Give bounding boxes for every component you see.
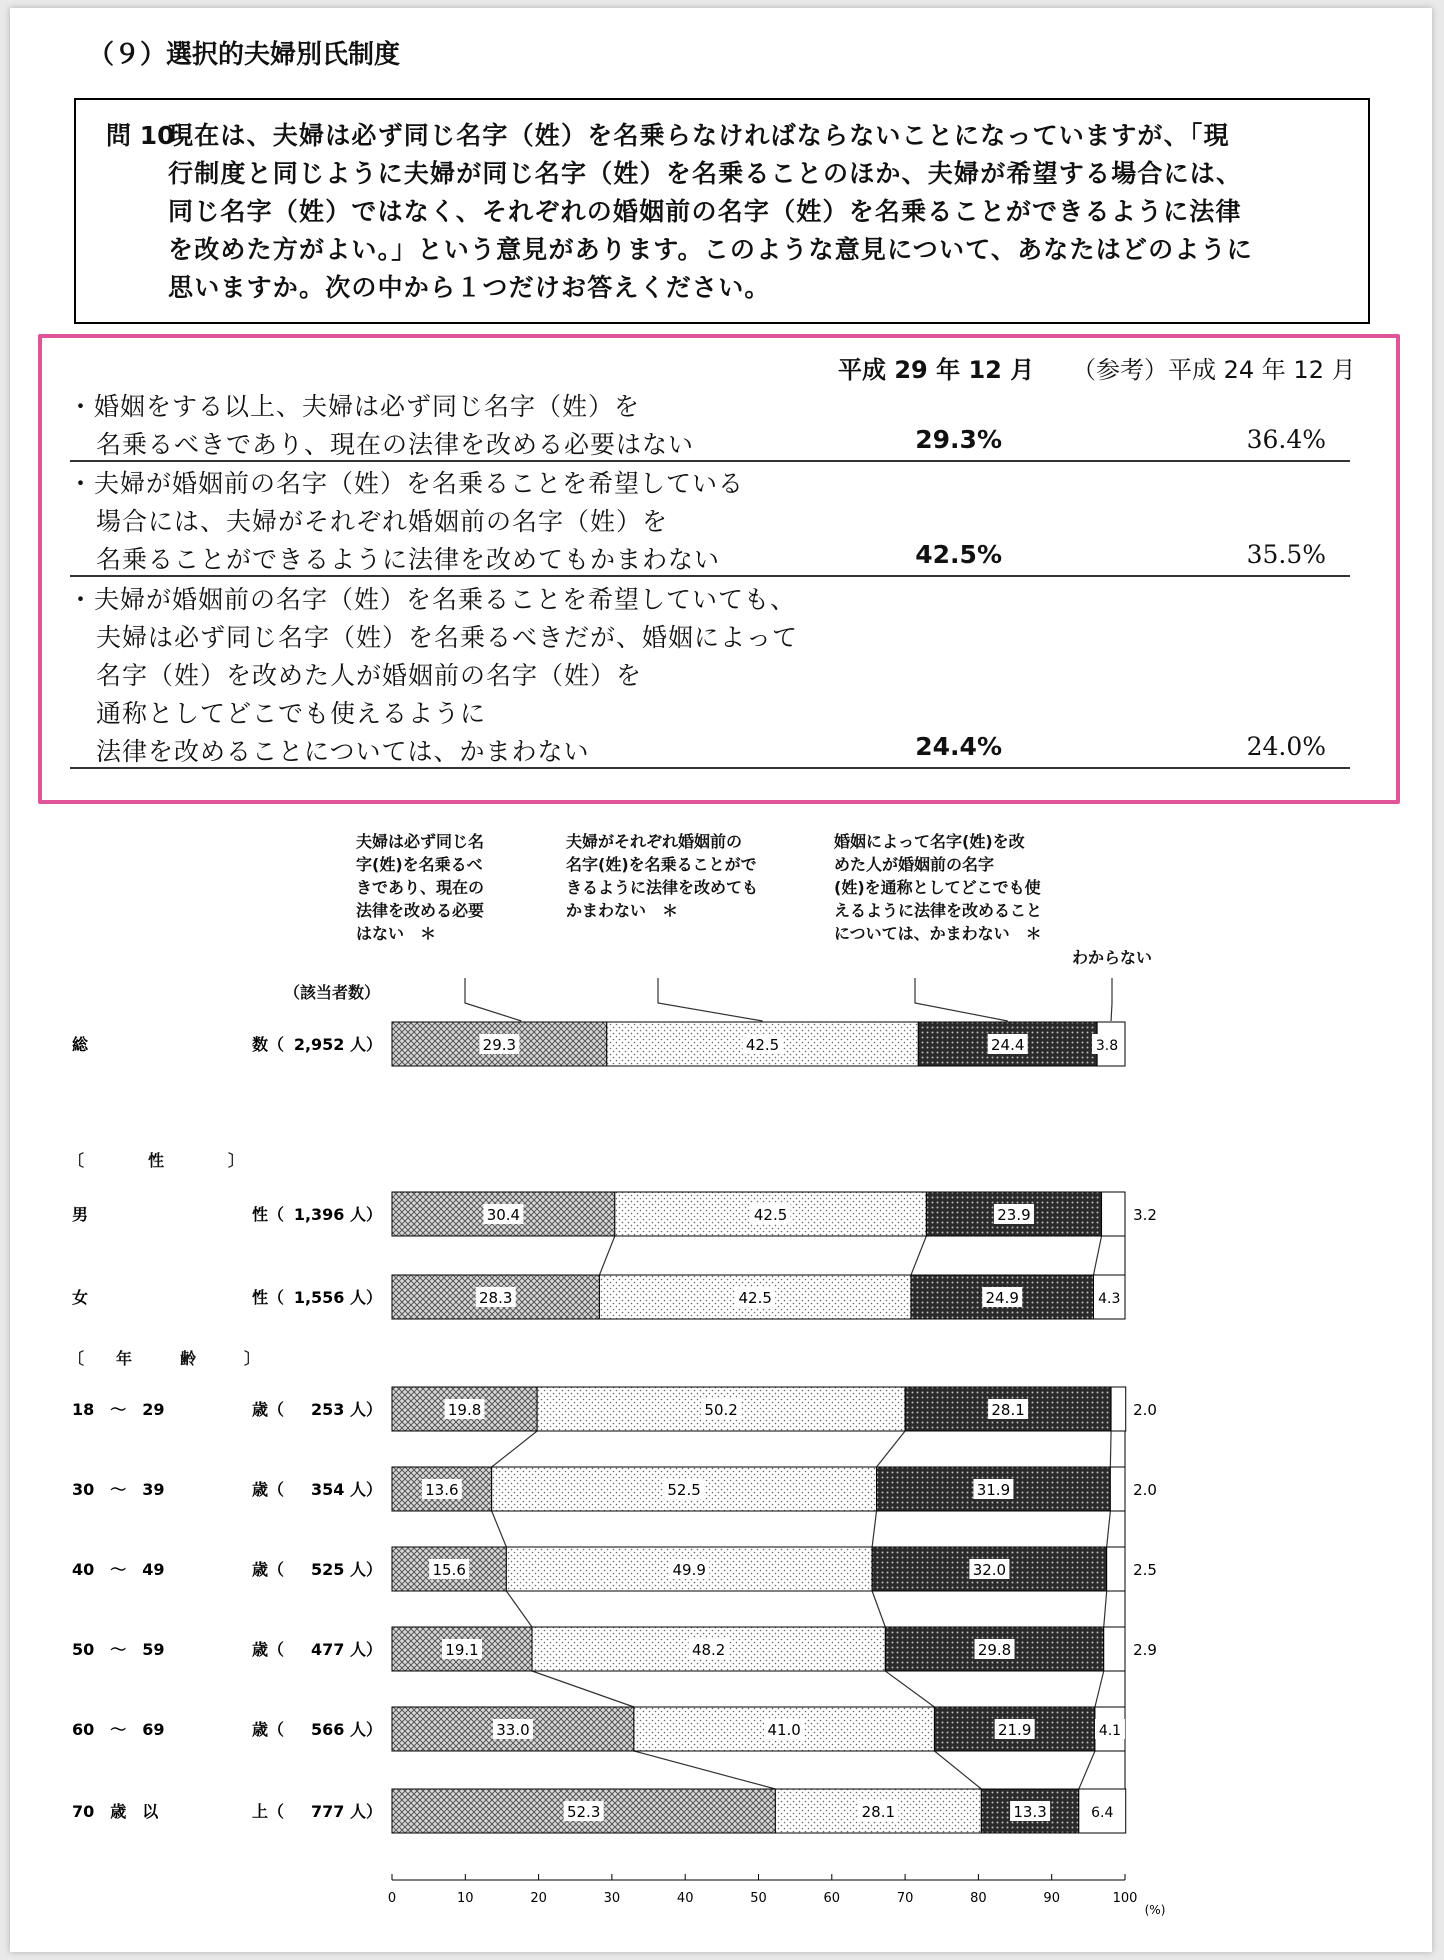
- option-line: 夫婦は必ず同じ名字（姓）を名乗るべきだが、婚姻によって: [96, 623, 799, 652]
- data-label: 2.5: [1133, 1561, 1157, 1579]
- data-label: 2.9: [1133, 1641, 1157, 1659]
- annotation-leader-line: [1111, 978, 1112, 1021]
- bar-segment: [1104, 1627, 1125, 1671]
- connector-line: [872, 1511, 876, 1547]
- row-count: 1,396 人）: [293, 1205, 382, 1224]
- x-tick-label: 0: [387, 1891, 397, 1906]
- connector-line: [911, 1236, 926, 1275]
- data-label: 19.1: [445, 1641, 479, 1659]
- legend-annotation: 夫婦がそれぞれ婚姻前の 名字(姓)を名乗ることがで きるように法律を改めても かまわない ＊: [566, 832, 759, 920]
- annotation-leader-line: [915, 978, 1008, 1021]
- data-label: 33.0: [496, 1721, 530, 1739]
- data-label: 29.8: [977, 1641, 1012, 1659]
- data-label: 2.0: [1133, 1401, 1157, 1419]
- connector-line: [934, 1751, 981, 1789]
- data-label: 19.8: [447, 1401, 482, 1419]
- data-label: 28.1: [861, 1803, 896, 1821]
- section-label-sex: 〔 性 〕: [68, 1151, 245, 1170]
- option-line: ・夫婦が婚姻前の名字（姓）を名乗ることを希望していても、: [68, 585, 797, 614]
- bar-segment: [1111, 1387, 1126, 1431]
- x-tick-label: 40: [676, 1891, 694, 1906]
- data-label: 41.0: [767, 1721, 801, 1739]
- x-tick-label: 90: [1043, 1891, 1060, 1906]
- data-label: 4.1: [1098, 1723, 1122, 1739]
- data-label: 42.5: [745, 1036, 780, 1054]
- connector-line: [532, 1671, 634, 1707]
- data-label: 24.4: [991, 1036, 1025, 1054]
- section-heading: （９）選択的夫婦別氏制度: [88, 40, 401, 70]
- connector-line: [1093, 1236, 1101, 1275]
- connector-line: [885, 1671, 934, 1707]
- row-label: 歳（: [252, 1400, 285, 1419]
- connector-line: [599, 1236, 614, 1275]
- row-label: 女: [72, 1288, 89, 1307]
- question-line: 同じ名字（姓）ではなく、それぞれの婚姻前の名字（姓）を名乗ることができるように法律: [168, 197, 1242, 226]
- column-header-reference: （参考）平成 24 年 12 月: [1072, 356, 1356, 384]
- data-label: 28.1: [991, 1401, 1025, 1419]
- row-label: 男: [72, 1205, 89, 1224]
- data-label: 21.9: [997, 1721, 1032, 1739]
- data-label: 15.6: [432, 1561, 466, 1579]
- data-label: 4.3: [1098, 1291, 1121, 1307]
- data-label: 29.3: [482, 1036, 517, 1054]
- row-label: 性（: [252, 1205, 285, 1224]
- data-label: 23.9: [997, 1206, 1031, 1224]
- connector-line: [1104, 1591, 1107, 1627]
- connector-line: [634, 1751, 775, 1789]
- connector-line: [492, 1431, 537, 1467]
- option-line: 名乗るべきであり、現在の法律を改める必要はない: [96, 430, 695, 459]
- data-label: 3.2: [1133, 1206, 1157, 1224]
- data-label: 42.5: [753, 1206, 788, 1224]
- option-reference-pct: 24.0%: [1246, 732, 1326, 761]
- column-header-current: 平成 29 年 12 月: [838, 356, 1035, 384]
- x-tick-label: 30: [603, 1891, 621, 1906]
- option-line: 法律を改めることについては、かまわない: [96, 737, 590, 766]
- row-count: 2,952 人）: [293, 1035, 382, 1054]
- row-label: 歳（: [252, 1480, 285, 1499]
- data-label: 48.2: [691, 1641, 726, 1659]
- data-label: 32.0: [972, 1561, 1007, 1579]
- legend-annotation: わからない: [1072, 948, 1153, 967]
- x-tick-label: 60: [823, 1891, 841, 1906]
- x-tick-label: 50: [750, 1891, 767, 1906]
- option-line: 名字（姓）を改めた人が婚姻前の名字（姓）を: [96, 661, 643, 690]
- x-tick-label: 80: [970, 1891, 987, 1906]
- connector-line: [506, 1591, 532, 1627]
- option-current-pct: 42.5%: [915, 540, 1002, 569]
- x-axis-unit: (%): [1144, 1903, 1166, 1917]
- row-count: 1,556 人）: [293, 1288, 382, 1307]
- bar-segment: [1102, 1192, 1125, 1236]
- x-tick-label: 10: [457, 1891, 474, 1906]
- question-line: 現在は、夫婦は必ず同じ名字（姓）を名乗らなければならないことになっていますが、「現: [168, 121, 1230, 150]
- data-label: 13.3: [1013, 1803, 1047, 1821]
- connector-line: [1110, 1431, 1111, 1467]
- row-count: 525 人）: [311, 1560, 382, 1579]
- legend-annotation: 夫婦は必ず同じ名 字(姓)を名乗るべ きであり、現在の 法律を改める必要 はない ＊: [356, 832, 485, 943]
- data-label: 6.4: [1091, 1805, 1114, 1821]
- row-label: 歳（: [252, 1720, 285, 1739]
- data-label: 52.5: [667, 1481, 701, 1499]
- row-label: 総: [72, 1035, 89, 1054]
- bar-segment: [1110, 1467, 1125, 1511]
- row-label: 性（: [252, 1288, 285, 1307]
- data-label: 3.8: [1095, 1038, 1119, 1054]
- connector-line: [492, 1511, 507, 1547]
- x-tick-label: 70: [896, 1891, 914, 1906]
- row-label: 18 ～ 29: [72, 1400, 165, 1419]
- section-label-age: 〔 年 齢 〕: [68, 1349, 261, 1368]
- row-count: 777 人）: [311, 1802, 382, 1821]
- legend-annotation: 婚姻によって名字(姓)を改 めた人が婚姻前の名字 (姓)を通称としてどこでも使 えるように法律を改めること については、かまわない ＊: [834, 832, 1043, 943]
- connector-line: [1107, 1511, 1111, 1547]
- connector-line: [1095, 1671, 1104, 1707]
- option-current-pct: 29.3%: [915, 425, 1002, 454]
- option-line: ・夫婦が婚姻前の名字（姓）を名乗ることを希望している: [68, 469, 745, 498]
- connector-line: [877, 1431, 906, 1467]
- option-current-pct: 24.4%: [915, 732, 1002, 761]
- option-reference-pct: 35.5%: [1246, 540, 1326, 569]
- row-label: 歳（: [252, 1640, 285, 1659]
- row-label: 50 ～ 59: [72, 1640, 165, 1659]
- bar-segment: [1107, 1547, 1125, 1591]
- option-line: 名乗ることができるように法律を改めてもかまわない: [96, 545, 721, 574]
- data-label: 52.3: [566, 1803, 601, 1821]
- x-tick-label: 100: [1112, 1891, 1138, 1906]
- row-label: 70 歳 以: [72, 1802, 159, 1821]
- option-line: 場合には、夫婦がそれぞれ婚姻前の名字（姓）を: [96, 507, 669, 536]
- x-tick-label: 20: [530, 1891, 547, 1906]
- question-line: を改めた方がよい。」という意見があります。このような意見について、あなたはどのように: [168, 235, 1253, 264]
- row-count: 253 人）: [311, 1400, 382, 1419]
- data-label: 42.5: [738, 1289, 772, 1307]
- option-line: ・婚姻をする以上、夫婦は必ず同じ名字（姓）を: [68, 392, 641, 421]
- question-line: 思いますか。次の中から１つだけお答えください。: [168, 273, 771, 302]
- data-label: 49.9: [672, 1561, 706, 1579]
- data-label: 13.6: [425, 1481, 459, 1499]
- option-reference-pct: 36.4%: [1246, 425, 1326, 454]
- row-count: 477 人）: [311, 1640, 382, 1659]
- data-label: 30.4: [486, 1206, 521, 1224]
- row-label: 40 ～ 49: [72, 1560, 165, 1579]
- option-line: 通称としてどこでも使えるように: [96, 699, 487, 728]
- data-label: 28.3: [479, 1289, 513, 1307]
- row-label: 数（: [252, 1035, 285, 1054]
- annotation-leader-line: [465, 978, 521, 1021]
- data-label: 2.0: [1133, 1481, 1157, 1499]
- row-label: 60 ～ 69: [72, 1720, 165, 1739]
- connector-line: [872, 1591, 885, 1627]
- respondents-header: （該当者数）: [284, 983, 381, 1002]
- question-number: 問 10: [106, 121, 175, 150]
- data-label: 50.2: [704, 1401, 738, 1419]
- annotation-leader-line: [658, 978, 763, 1021]
- row-count: 566 人）: [311, 1720, 382, 1739]
- question-line: 行制度と同じように夫婦が同じ名字（姓）を名乗ることのほか、夫婦が希望する場合には、: [168, 159, 1243, 188]
- row-label: 上（: [252, 1802, 285, 1821]
- row-count: 354 人）: [311, 1480, 382, 1499]
- data-label: 24.9: [985, 1289, 1019, 1307]
- row-label: 30 ～ 39: [72, 1480, 165, 1499]
- connector-line: [1079, 1751, 1095, 1789]
- data-label: 31.9: [976, 1481, 1011, 1499]
- row-label: 歳（: [252, 1560, 285, 1579]
